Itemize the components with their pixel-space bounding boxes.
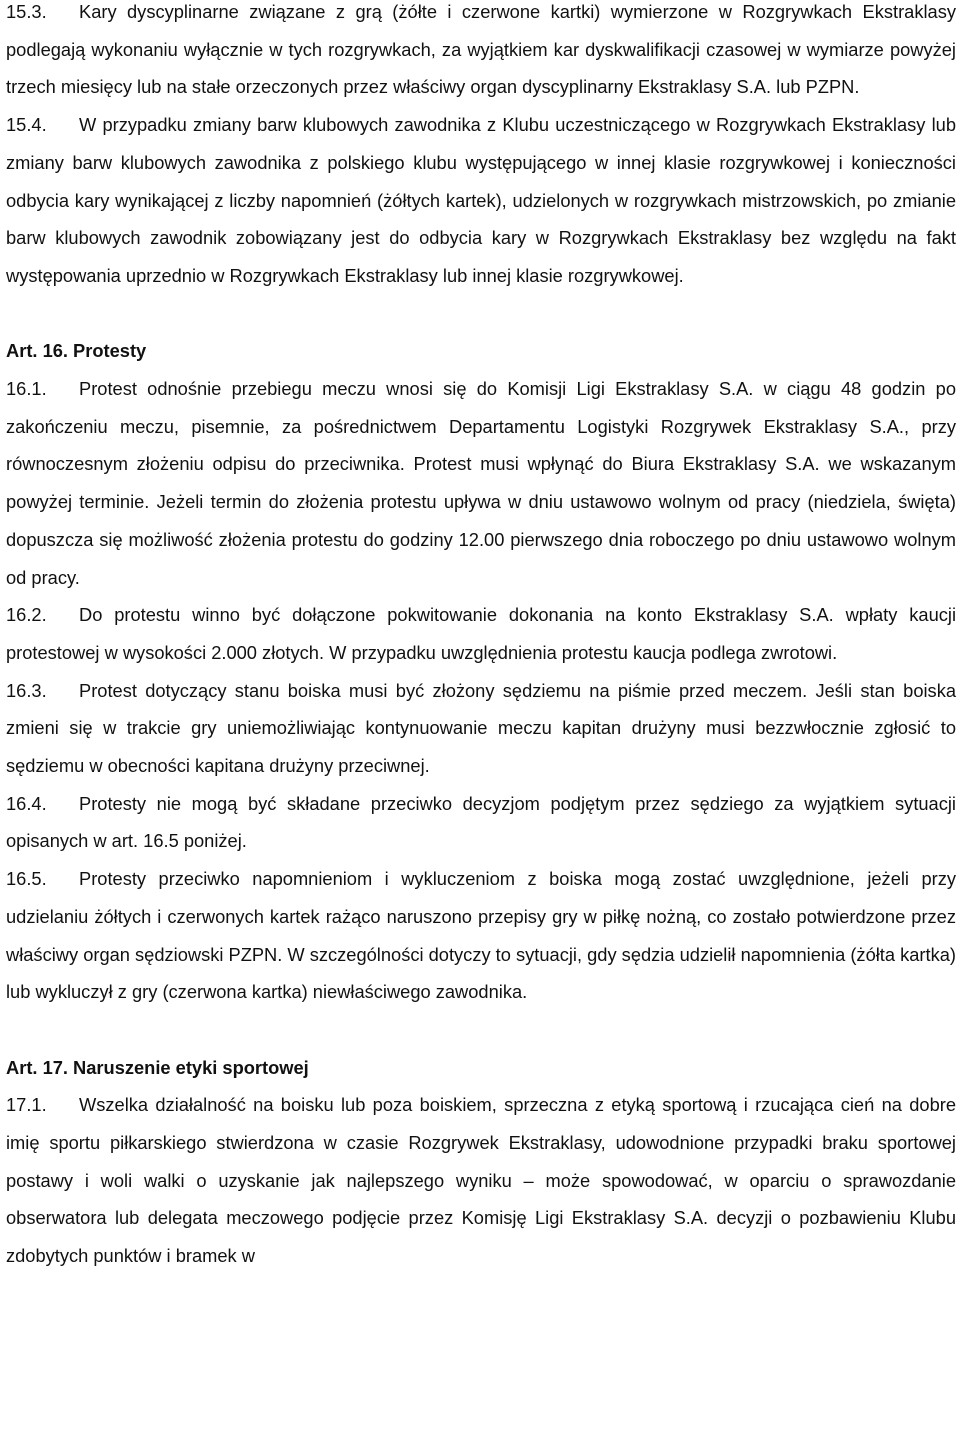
paragraph-15-3 [6, 0, 956, 106]
paragraph-15-4 [6, 106, 956, 295]
article-16-heading: Art. 16. Protesty [6, 340, 147, 362]
spacer [6, 1011, 956, 1049]
paragraph-number: 15.3. [6, 1, 47, 22]
paragraph-16-4 [6, 785, 956, 860]
article-17-heading: Art. 17. Naruszenie etyki sportowej [6, 1056, 309, 1078]
paragraph-text: Wszelka działalność na boisku lub poza boiskiem, sprzeczna z etyką sportową i rzucająca cień na dobre imię sportu piłkarskiego stwierdzona w czasie Rozgrywek Ekstraklasy, udowodnione przypadki braku sportowej postawy i woli walki o uzyskanie jak najlepszego wyniku – może spowodować, w oparciu o sprawozdanie obserwatora lub delegata meczowego podjęcie przez Komisję Ligi Ekstraklasy S.A. decyzji o pozbawieniu Klubu zdobytych punktów i bramek w [6, 1094, 956, 1267]
paragraph-number: 16.1. [6, 378, 47, 400]
paragraph-number: 16.2. [6, 604, 47, 626]
paragraph-16-1 [6, 370, 956, 596]
paragraph-text: Protesty przeciwko napomnieniom i wykluczeniom z boiska mogą zostać uwzględnione, jeżeli przy udzielaniu żółtych i czerwonych kartek rażąco naruszono przepisy gry w piłkę nożną, co zostało potwierdzone przez właściwy organ sędziowski PZPN. W szczególności dotyczy to sytuacji, gdy sędzia udzielił napomnienia (żółta kartka) lub wykluczył z gry (czerwona kartka) niewłaściwego zawodnika. [6, 868, 956, 1003]
paragraph-number: 16.3. [6, 679, 47, 701]
spacer [6, 295, 956, 333]
paragraph-text: Protest dotyczący stanu boiska musi być złożony sędziemu na piśmie przed meczem. Jeśli stan boiska zmieni się w trakcie gry uniemożliwiając kontynuowanie meczu kapitan drużyny musi bezzwłocznie zgłosić to sędziemu w obecności kapitana drużyny przeciwnej. [6, 679, 956, 777]
paragraph-text: W przypadku zmiany barw klubowych zawodnika z Klubu uczestniczącego w Rozgrywkach Ekstraklasy lub zmiany barw klubowych zawodnika z polskiego klubu występującego w innej klasie rozgrywkowej i konieczności odbycia kary wynikającej z liczby napomnień (żółtych kartek), udzielonych w rozgrywkach mistrzowskich, po zmianie barw klubowych zawodnik zobowiązany jest do odbycia kary w Rozgrywkach Ekstraklasy bez względu na fakt występowania uprzednio w Rozgrywkach Ekstraklasy lub innej klasie rozgrywkowej. [6, 114, 956, 286]
paragraph-text: Kary dyscyplinarne związane z grą (żółte i czerwone kartki) wymierzone w Rozgrywkach Ekstraklasy podlegają wykonaniu wyłącznie w tych rozgrywkach, za wyjątkiem kar dyskwalifikacji czasowej w wymiarze powyżej trzech miesięcy lub na stałe orzeczonych przez właściwy organ dyscyplinarny Ekstraklasy S.A. lub PZPN. [6, 1, 956, 98]
paragraph-text: Protest odnośnie przebiegu meczu wnosi się do Komisji Ligi Ekstraklasy S.A. w ciągu 48 godzin po zakończeniu meczu, pisemnie, za pośrednictwem Departamentu Logistyki Rozgrywek Ekstraklasy S.A., przy równoczesnym złożeniu odpisu do przeciwnika. Protest musi wpłynąć do Biura Ekstraklasy S.A. we wskazanym powyżej terminie. Jeżeli termin do złożenia protestu upływa w dniu ustawowo wolnym od pracy (niedziela, święta) dopuszcza się możliwość złożenia protestu do godziny 12.00 pierwszego dnia roboczego po dniu ustawowo wolnym od pracy. [6, 378, 956, 588]
paragraph-16-3 [6, 672, 956, 785]
document-page [6, 0, 956, 1275]
paragraph-16-2 [6, 596, 956, 671]
paragraph-number: 15.4. [6, 114, 47, 136]
paragraph-number: 17.1. [6, 1094, 47, 1116]
paragraph-number: 16.4. [6, 792, 47, 814]
paragraph-text: Protesty nie mogą być składane przeciwko decyzjom podjętym przez sędziego za wyjątkiem sytuacji opisanych w art. 16.5 poniżej. [6, 792, 956, 852]
paragraph-17-1 [6, 1086, 956, 1275]
paragraph-text: Do protestu winno być dołączone pokwitowanie dokonania na konto Ekstraklasy S.A. wpłaty kaucji protestowej w wysokości 2.000 złotych. W przypadku uwzględnienia protestu kaucja podlega zwrotowi. [6, 604, 956, 663]
paragraph-number: 16.5. [6, 868, 47, 890]
paragraph-16-5 [6, 860, 956, 1011]
